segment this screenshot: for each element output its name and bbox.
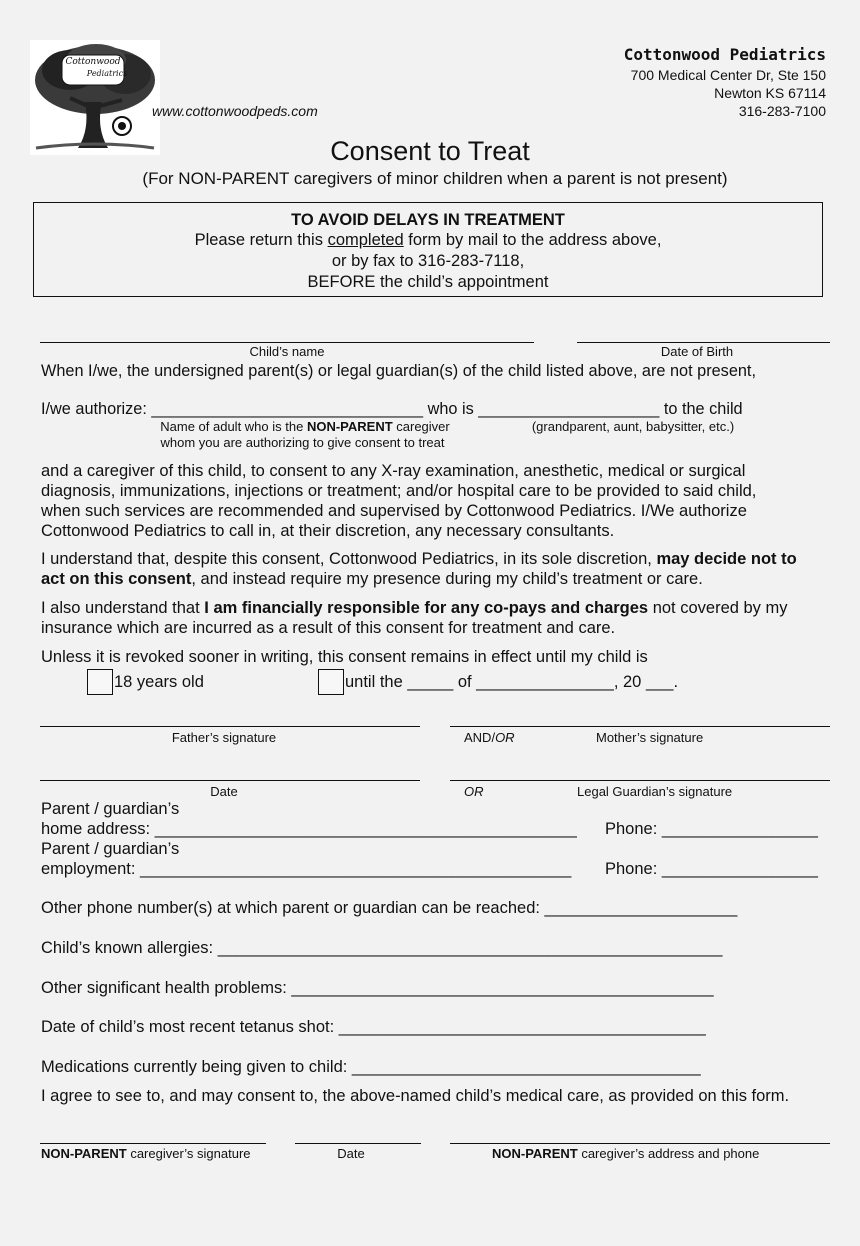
allergies-field[interactable]: Child’s known allergies: _______________________________________________________ [41, 939, 723, 957]
para-1-line-2: diagnosis, immunizations, injections or treatment; and/or hospital care to be provided to said child, [41, 482, 757, 500]
option-18-years-label: 18 years old [114, 673, 204, 691]
health-problems-field[interactable]: Other significant health problems: ______________________________________________ [41, 979, 714, 997]
logo-text-2: Pediatrics [86, 69, 128, 78]
employment-label-1: Parent / guardian’s [41, 840, 180, 858]
para-2-pre: I understand that, despite this consent, Cottonwood Pediatrics, in its sole discretion, [41, 550, 657, 568]
dob-label: Date of Birth [660, 344, 734, 359]
nonparent-signature-label [41, 1146, 251, 1161]
practice-phone: 316-283-7100 [738, 103, 826, 119]
notice-heading: TO AVOID DELAYS IN TREATMENT [291, 211, 565, 229]
address-line-1: 700 Medical Center Dr, Ste 150 [630, 67, 826, 83]
para-2-line-1 [41, 549, 797, 569]
fathers-signature-line[interactable] [40, 726, 420, 727]
nonparent-addr-post: caregiver’s address and phone [577, 1146, 760, 1161]
para-2-post: , and instead require my presence during my child’s treatment or care. [191, 570, 703, 588]
para-3-post: not covered by my [648, 599, 788, 617]
or-label-2: OR [464, 784, 484, 799]
guardian-signature-label: Legal Guardian’s signature [577, 784, 733, 799]
checkbox-until-date[interactable] [318, 669, 344, 695]
notice-line-1-post: form by mail to the address above, [403, 231, 662, 249]
para-2-bold-1: may decide not to [656, 550, 797, 568]
childs-name-label: Child’s name [249, 344, 325, 359]
employment-field[interactable]: employment: _______________________________________________ [41, 860, 572, 878]
when-text: When I/we, the undersigned parent(s) or legal guardian(s) of the child listed above, are not present, [41, 362, 756, 380]
notice-line-3: BEFORE the child’s appointment [307, 273, 549, 291]
para-3-line-2: insurance which are incurred as a result of this consent for treatment and care. [41, 619, 616, 637]
childs-name-line[interactable] [40, 342, 534, 343]
para-4: Unless it is revoked sooner in writing, this consent remains in effect until my child is [41, 648, 648, 666]
notice-line-2: or by fax to 316-283-7118, [331, 252, 525, 270]
home-address-field[interactable]: home address: ______________________________________________ [41, 820, 577, 838]
practice-name: Cottonwood Pediatrics [623, 45, 826, 64]
logo-text-1: Cottonwood [65, 57, 121, 67]
guardian-signature-line[interactable] [450, 780, 830, 781]
nonparent-bold-2: NON-PARENT [492, 1146, 578, 1161]
para-1-line-4: Cottonwood Pediatrics to call in, at their discretion, any necessary consultants. [41, 522, 615, 540]
relationship-label: (grandparent, aunt, babysitter, etc.) [531, 419, 735, 434]
authorize-text: I/we authorize: ______________________________ who is ____________________ to the child [41, 400, 743, 418]
and-label: AND/ [464, 730, 496, 745]
notice-line-1-pre: Please return this [194, 231, 328, 249]
page-title: Consent to Treat [330, 136, 530, 166]
notice-box [33, 202, 823, 297]
para-2-line-2 [41, 569, 703, 589]
mothers-signature-line[interactable] [450, 726, 830, 727]
dob-line[interactable] [577, 342, 830, 343]
home-phone-field[interactable]: Phone: _________________ [605, 820, 818, 838]
or-label: OR [495, 730, 515, 745]
address-line-2: Newton KS 67114 [714, 85, 826, 101]
notice-completed: completed [327, 231, 404, 249]
nonparent-date-label: Date [337, 1146, 365, 1161]
employment-phone-field[interactable]: Phone: _________________ [605, 860, 818, 878]
para-3-bold: I am financially responsible for any co-pays and charges [204, 599, 649, 617]
adult-name-label-2: whom you are authorizing to give consent to treat [160, 435, 445, 450]
para-1-line-1: and a caregiver of this child, to consent to any X-ray examination, anesthetic, medical or surgical [41, 462, 746, 480]
medications-field[interactable]: Medications currently being given to child: ______________________________________ [41, 1058, 701, 1076]
agreement-text: I agree to see to, and may consent to, the above-named child’s medical care, as provided on this form. [41, 1087, 790, 1105]
other-phone-field[interactable]: Other phone number(s) at which parent or guardian can be reached: _____________________ [41, 899, 738, 917]
website: www.cottonwoodpeds.com [152, 103, 318, 119]
option-until-date-label: until the _____ of _______________, 20 ___. [345, 673, 679, 691]
para-2-bold-2: act on this consent [41, 570, 192, 588]
adult-name-label-post: caregiver [392, 419, 450, 434]
tetanus-field[interactable]: Date of child’s most recent tetanus shot: ________________________________________ [41, 1018, 706, 1036]
nonparent-date-line[interactable] [295, 1143, 421, 1144]
page-subtitle: (For NON-PARENT caregivers of minor children when a parent is not present) [142, 169, 728, 188]
date-line[interactable] [40, 780, 420, 781]
nonparent-address-line[interactable] [450, 1143, 830, 1144]
adult-name-label-bold: NON-PARENT [306, 419, 393, 434]
date-label: Date [210, 784, 238, 799]
checkbox-18-years[interactable] [87, 669, 113, 695]
para-3-line-1 [41, 598, 788, 618]
nonparent-signature-line[interactable] [40, 1143, 266, 1144]
nonparent-bold-1: NON-PARENT [41, 1146, 127, 1161]
notice-line-1 [34, 230, 822, 250]
nonparent-sig-post: caregiver’s signature [126, 1146, 251, 1161]
home-address-label-1: Parent / guardian’s [41, 800, 180, 818]
mothers-signature-label: Mother’s signature [596, 730, 704, 745]
para-3-pre: I also understand that [41, 599, 205, 617]
fathers-signature-label: Father’s signature [171, 730, 277, 745]
nonparent-address-label [492, 1146, 759, 1161]
adult-name-label [140, 419, 470, 434]
and-or-label [464, 730, 515, 745]
para-1-line-3: when such services are recommended and supervised by Cottonwood Pediatrics. I/We authorize [41, 502, 747, 520]
adult-name-label-pre: Name of adult who is the [160, 419, 307, 434]
